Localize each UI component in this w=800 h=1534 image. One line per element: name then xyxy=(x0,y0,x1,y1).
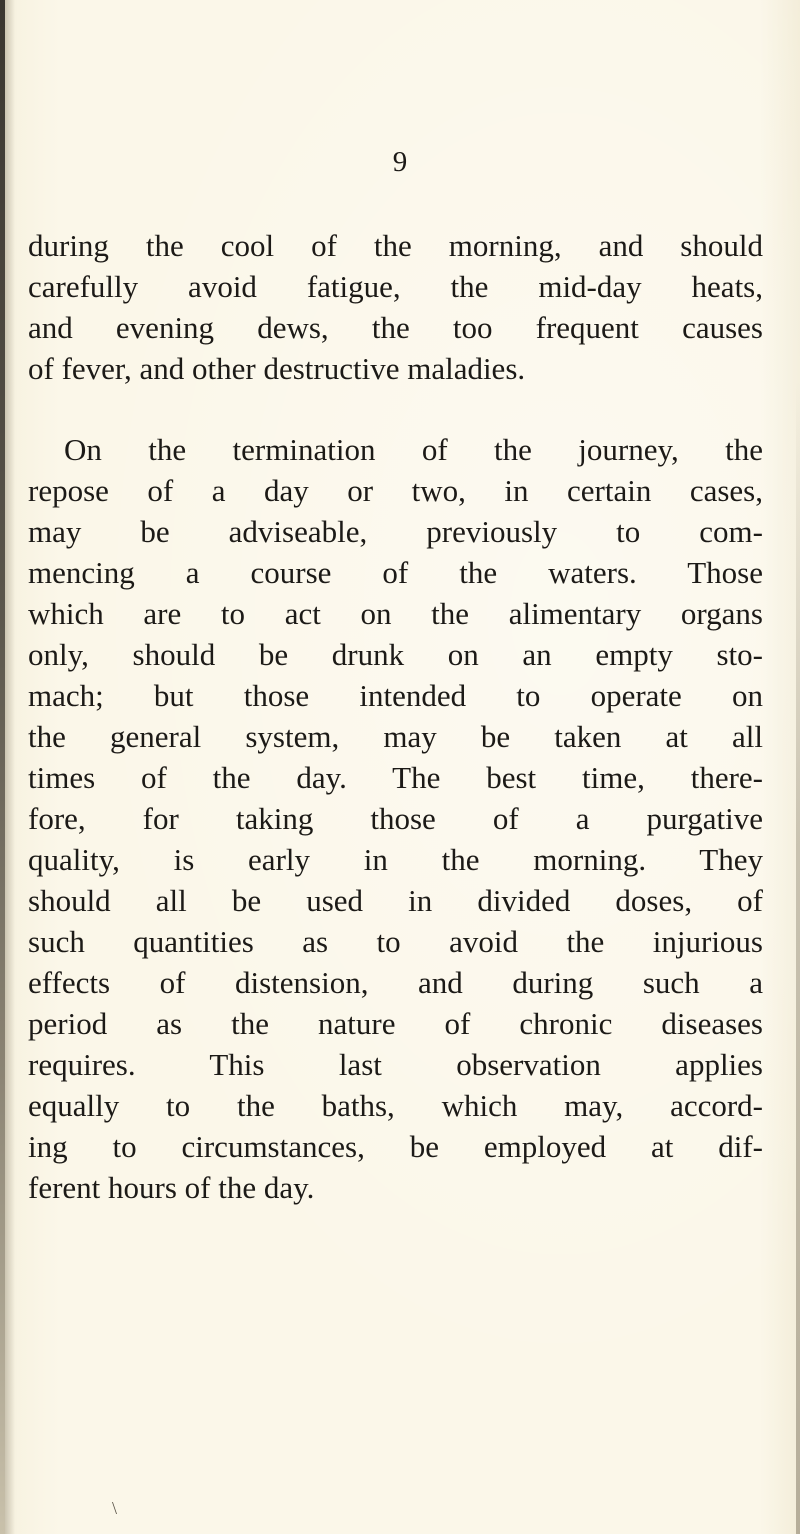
text-line: such quantities as to avoid the injurious xyxy=(28,924,763,959)
text-line: of fever, and other destructive maladies. xyxy=(28,351,526,386)
text-line: effects of distension, and during such a xyxy=(28,965,763,1000)
text-line: requires. This last observation applies xyxy=(28,1047,763,1082)
page-number: 9 xyxy=(392,146,408,178)
text-line: period as the nature of chronic diseases xyxy=(28,1006,763,1041)
text-line: mach; but those intended to operate on xyxy=(28,678,763,713)
text-line: ing to circumstances, be employed at dif- xyxy=(28,1129,763,1164)
body-text xyxy=(28,225,763,1208)
gutter-shadow xyxy=(5,0,15,1534)
text-line: On the termination of the journey, the xyxy=(64,432,763,467)
text-line: may be adviseable, previously to com- xyxy=(28,514,763,549)
text-line: equally to the baths, which may, accord- xyxy=(28,1088,763,1123)
text-line: quality, is early in the morning. They xyxy=(28,842,763,877)
text-line: carefully avoid fatigue, the mid-day heats, xyxy=(28,269,763,304)
text-line: the general system, may be taken at all xyxy=(28,719,763,754)
text-line: during the cool of the morning, and should xyxy=(28,228,763,263)
text-line: mencing a course of the waters. Those xyxy=(28,555,763,590)
text-line: fore, for taking those of a purgative xyxy=(28,801,763,836)
paragraph-1 xyxy=(28,225,763,389)
text-line: times of the day. The best time, there- xyxy=(28,760,763,795)
text-line: ferent hours of the day. xyxy=(28,1170,315,1205)
paragraph-2 xyxy=(28,429,763,1208)
text-line: which are to act on the alimentary organs xyxy=(28,596,763,631)
text-line: only, should be drunk on an empty sto- xyxy=(28,637,763,672)
page-edge xyxy=(796,380,800,1534)
stray-ink-mark: \ xyxy=(112,1498,118,1518)
text-line: repose of a day or two, in certain cases, xyxy=(28,473,763,508)
text-line: and evening dews, the too frequent causes xyxy=(28,310,763,345)
text-line: should all be used in divided doses, of xyxy=(28,883,763,918)
